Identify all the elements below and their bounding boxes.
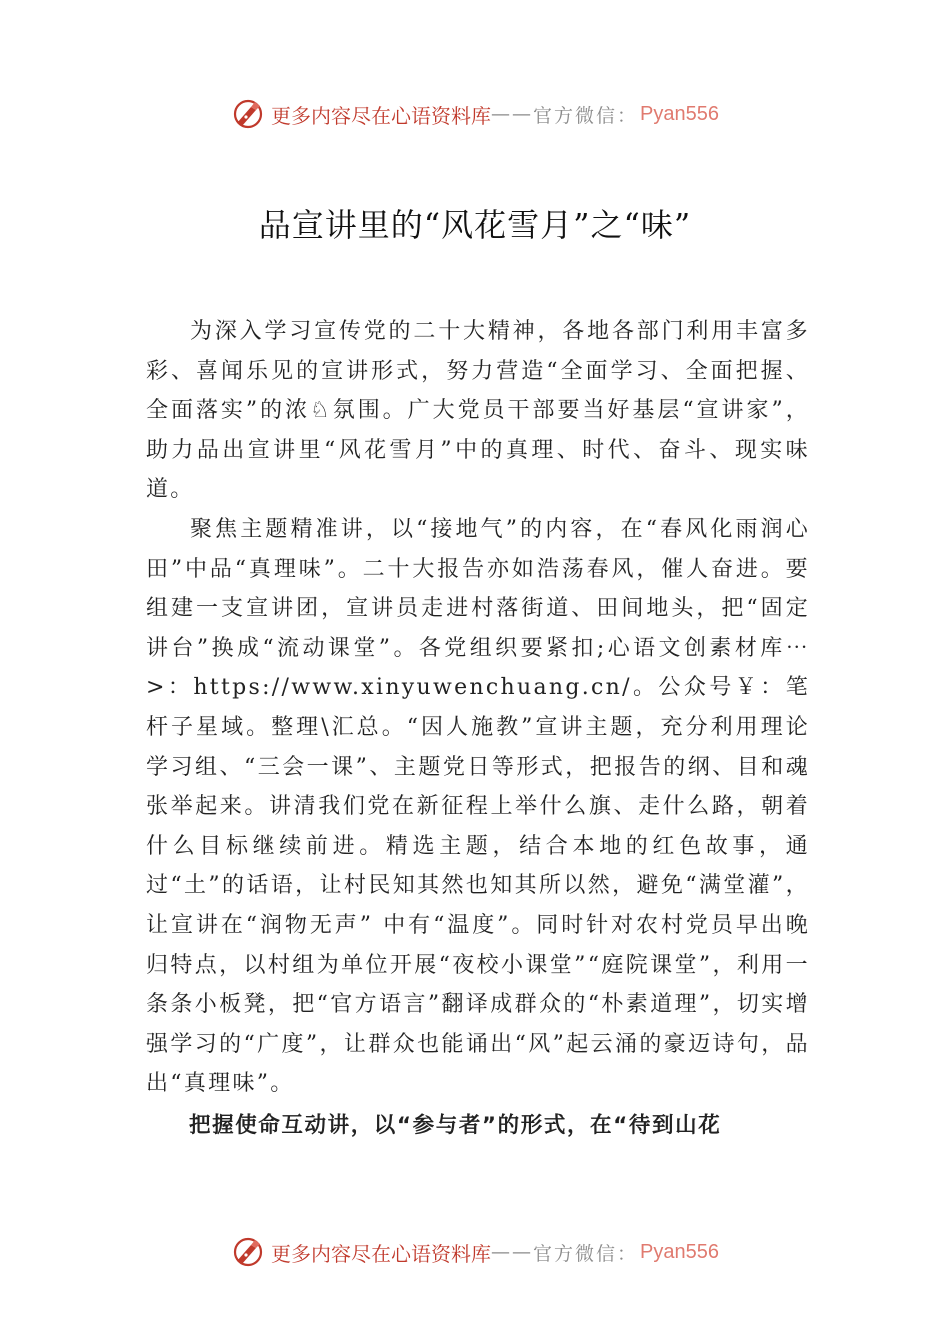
paragraph-2: 聚焦主题精准讲，以“接地气”的内容，在“春风化雨润心田”中品“真理味”。二十大报告亦如浩荡春风，催人奋进。要组建一支宣讲团，宣讲员走进村落街道、田间地头，把“固定讲台”换成“流动课堂”。各党组织要紧扣;心语文创素材库⋯>：https://www.xinyuwenchuang.cn/。公众号￥：笔杆子星域。整理\汇总。“因人施教”宣讲主题，充分利用理论学习组、“三会一课”、主题党日等形式，把报告的纲、目和魂张举起来。讲清我们党在新征程上举什么旗、走什么路，朝着什么目标继续前进。精选主题，结合本地的红色故事，通过“土”的话语，让村民知其然也知其所以然，避免“满堂灌”，让宣讲在“润物无声” 中有“温度”。同时针对农村党员早出晚归特点，以村组为单位开展“夜校小课堂”“庭院课堂”，利用一条条小板凳，把“官方语言”翻译成群众的“朴素道理”，切实增强学习的“广度”，让群众也能诵出“风”起云涌的豪迈诗句，品出“真理味”。 <box>146 516 810 1097</box>
wechat-id: Pyan556 <box>640 1240 719 1263</box>
wechat-label: 官方微信： <box>533 1242 639 1265</box>
wechat-label: 官方微信： <box>533 104 639 127</box>
paragraph-1: 为深入学习宣传党的二十大精神，各地各部门利用丰富多彩、喜闻乐见的宣讲形式，努力营造“全面学习、全面把握、全面落实”的浓♘氛围。广大党员干部要当好基层“宣讲家”，助力品出宣讲里“风花雪月”中的真理、时代、奋斗、现实味道。 <box>146 319 810 503</box>
pen-nib-logo-icon <box>231 97 265 131</box>
brand-text: 更多内容尽在心语资料库 <box>271 103 491 128</box>
document-title: 品宣讲里的“风花雪月”之“味” <box>258 206 692 244</box>
wechat-id: Pyan556 <box>640 102 719 125</box>
document-body <box>146 312 810 1145</box>
pen-nib-logo-icon <box>231 1235 265 1269</box>
brand-text: 更多内容尽在心语资料库 <box>271 1241 491 1266</box>
footer-watermark-banner <box>0 1232 950 1272</box>
dash-separator: —— <box>491 1241 533 1263</box>
paragraph-3-heading: 把握使命互动讲，以“参与者”的形式，在“待到山花 <box>189 1112 722 1138</box>
dash-separator: —— <box>491 103 533 125</box>
header-watermark-banner <box>0 94 950 134</box>
